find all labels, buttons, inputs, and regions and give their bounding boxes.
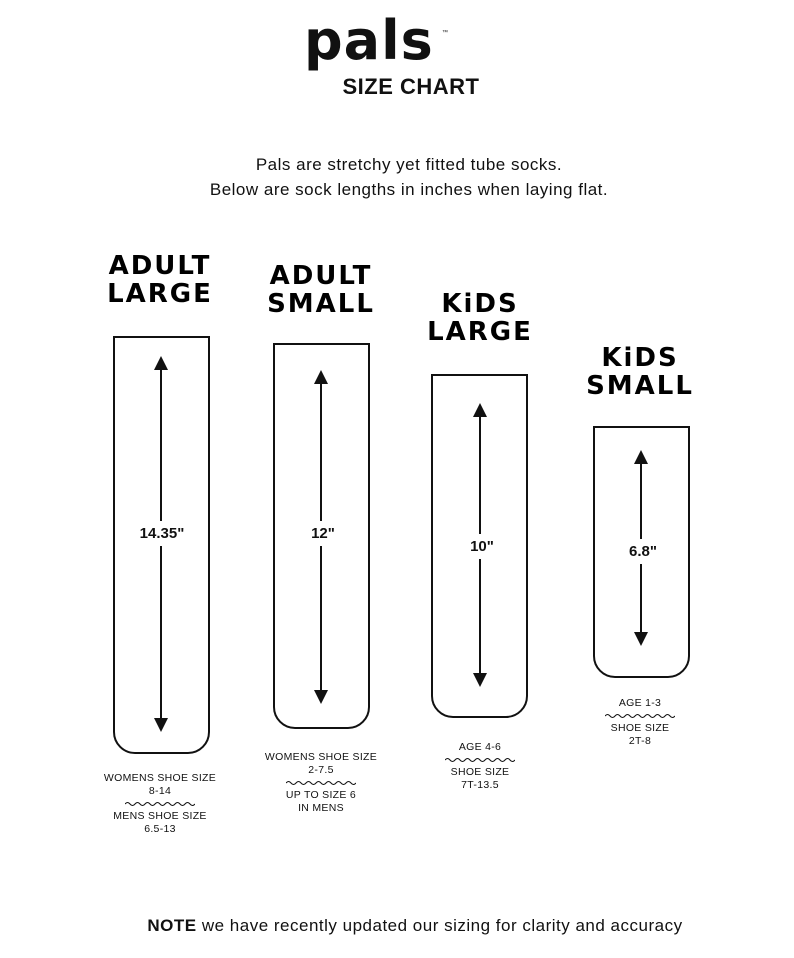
size-title-line: SMALL: [586, 371, 694, 401]
arrow-up-icon: [634, 450, 648, 464]
info-line: IN MENS: [298, 802, 344, 814]
intro-line-2: Below are sock lengths in inches when laying flat.: [209, 180, 609, 199]
info-line: 6.5-13: [144, 823, 176, 835]
logo-wordmark: pals: [304, 9, 434, 72]
arrow-up-icon: [473, 403, 487, 417]
size-title-line: LARGE: [107, 279, 213, 309]
arrow-up-icon: [314, 370, 328, 384]
size-title-adult-small: [261, 262, 381, 318]
info-line: 7T-13.5: [461, 779, 499, 791]
arrow-down-icon: [154, 718, 168, 732]
size-title-line: ADULT: [108, 251, 212, 281]
size-title-line: KiDS: [601, 343, 679, 373]
info-line: MENS SHOE SIZE: [113, 810, 207, 822]
info-line: AGE 1-3: [618, 697, 662, 709]
length-label-kids-small: 6.8": [617, 539, 669, 564]
info-line: 2T-8: [628, 735, 652, 747]
info-line: SHOE SIZE: [450, 766, 510, 778]
length-label-adult-large: 14.35": [130, 521, 194, 546]
sizing-note: [18, 916, 794, 936]
wave-divider: [125, 801, 195, 807]
length-label-adult-small: 12": [300, 521, 346, 546]
arrow-down-icon: [473, 673, 487, 687]
size-title-line: ADULT: [269, 261, 373, 291]
wave-divider: [286, 780, 356, 786]
size-title-line: LARGE: [427, 317, 533, 347]
info-line: WOMENS SHOE SIZE: [264, 751, 378, 763]
note-label: NOTE: [147, 916, 197, 935]
size-info-adult-large: [90, 772, 230, 836]
info-line: 8-14: [148, 785, 172, 797]
info-line: WOMENS SHOE SIZE: [103, 772, 217, 784]
info-line: 2-7.5: [308, 764, 334, 776]
length-label-kids-large: 10": [459, 534, 505, 559]
arrow-up-icon: [154, 356, 168, 370]
pals-logo: [304, 9, 454, 80]
note-text: we have recently updated our sizing for clarity and accuracy: [196, 916, 683, 935]
wave-divider: [445, 757, 515, 763]
info-line: AGE 4-6: [458, 741, 502, 753]
size-info-adult-small: [251, 751, 391, 815]
size-title-line: KiDS: [441, 289, 519, 319]
size-info-kids-small: [570, 697, 710, 748]
size-title-adult-large: [100, 252, 220, 308]
page-title: SIZE CHART: [342, 74, 480, 99]
arrow-down-icon: [634, 632, 648, 646]
intro-line-1: Pals are stretchy yet fitted tube socks.: [255, 155, 563, 174]
size-title-kids-large: [420, 290, 540, 346]
arrow-down-icon: [314, 690, 328, 704]
size-title-kids-small: [580, 344, 700, 400]
intro-text: [12, 152, 794, 202]
size-info-kids-large: [410, 741, 550, 792]
info-line: UP TO SIZE 6: [285, 789, 357, 801]
info-line: SHOE SIZE: [610, 722, 670, 734]
trademark-symbol: ™: [442, 30, 448, 36]
size-title-line: SMALL: [267, 289, 375, 319]
wave-divider: [605, 713, 675, 719]
